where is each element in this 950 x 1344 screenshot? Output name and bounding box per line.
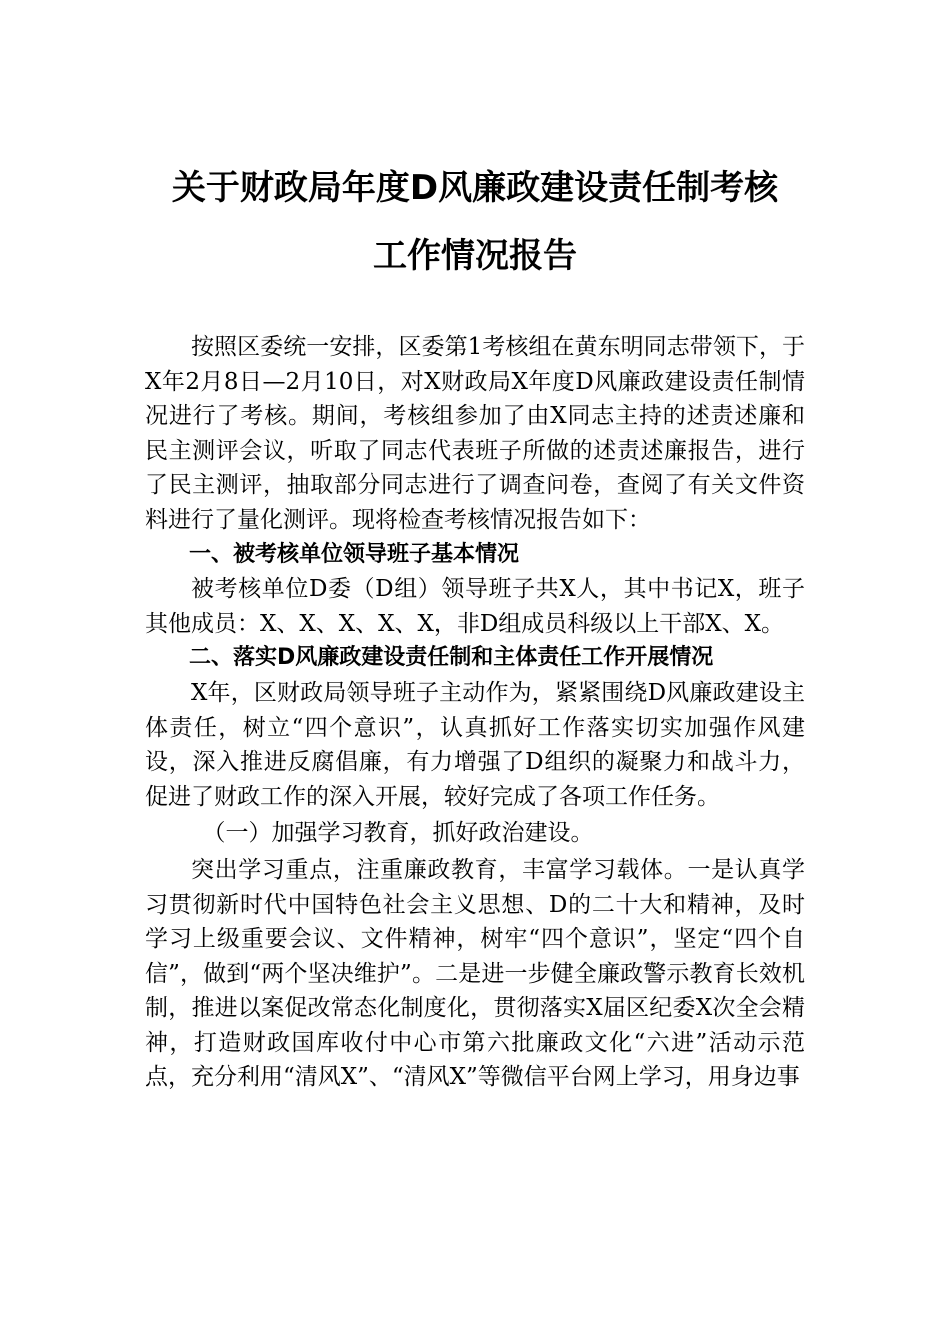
section-heading-2: 二、落实D风廉政建设责任制和主体责任工作开展情况 — [189, 645, 714, 671]
section-heading-1: 一、被考核单位领导班子基本情况 — [189, 541, 520, 567]
document-body — [145, 330, 805, 1095]
document-title-line-1: 关于财政局年度D风廉政建设责任制考核 — [171, 168, 779, 208]
subsection-1-paragraph: 突出学习重点，注重廉政教育，丰富学习载体。一是认真学习贯彻新时代中国特色社会主义思想、D的二十大和精神，及时学习上级重要会议、文件精神，树牢“四个意识”，坚定“四个自信”，做到“两个坚决维护”。二是进一步健全廉政警示教育长效机制，推进以案促改常态化制度化，贯彻落实X届区纪委X次全会精神，打造财政国库收付中心市第六批廉政文化“六进”活动示范点，充分利用“清风X”、“清风X”等微信平台网上学习，用身边事 — [145, 856, 805, 1091]
intro-paragraph: 按照区委统一安排，区委第1考核组在黄东明同志带领下，于X年2月8日—2月10日，对X财政局X年度D风廉政建设责任制情况进行了考核。期间，考核组参加了由X同志主持的述责述廉和民主测评会议，听取了同志代表班子所做的述责述廉报告，进行了民主测评，抽取部分同志进行了调查问卷，查阅了有关文件资料进行了量化测评。现将检查考核情况报告如下： — [145, 334, 805, 533]
section-2-paragraph: X年，区财政局领导班子主动作为，紧紧围绕D风廉政建设主体责任，树立“四个意识”，认真抓好工作落实切实加强作风建设，深入推进反腐倡廉，有力增强了D组织的凝聚力和战斗力，促进了财政工作的深入开展，较好完成了各项工作任务。 — [145, 679, 805, 810]
document-title-line-2: 工作情况报告 — [373, 236, 577, 276]
section-1-paragraph: 被考核单位D委（D组）领导班子共X人，其中书记X，班子其他成员：X、X、X、X、X，非D组成员科级以上干部X、X。 — [145, 576, 805, 637]
subsection-heading-1: （一）加强学习教育，抓好政治建设。 — [202, 820, 594, 847]
